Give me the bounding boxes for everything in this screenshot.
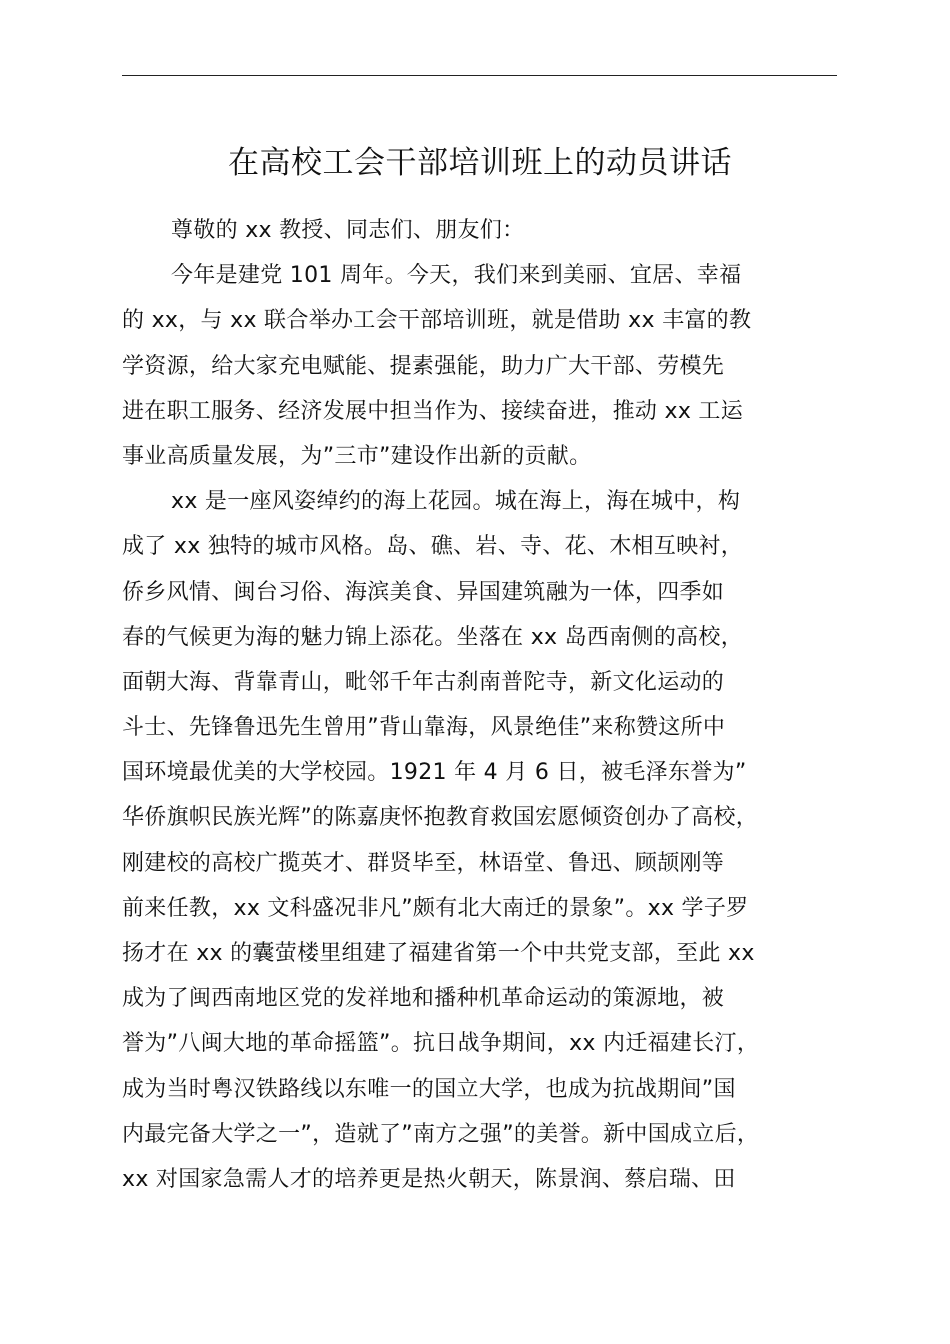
paragraph-line: 侨乡风情、闽台习俗、海滨美食、异国建筑融为一体，四季如 — [122, 579, 725, 605]
paragraph-first-line: 今年是建党 101 周年。今天，我们来到美丽、宜居、幸福 — [171, 263, 742, 289]
paragraph-line: 成为当时粤汉铁路线以东唯一的国立大学，也成为抗战期间”国 — [122, 1076, 736, 1102]
paragraph-line: 事业高质量发展，为”三市”建设作出新的贡献。 — [122, 443, 592, 469]
paragraph-line: 进在职工服务、经济发展中担当作为、接续奋进，推动 xx 工运 — [122, 398, 744, 424]
paragraph-line: 成了 xx 独特的城市风格。岛、礁、岩、寺、花、木相互映衬， — [122, 534, 744, 560]
paragraph-line: 刚建校的高校广揽英才、群贤毕至，林语堂、鲁迅、顾颉刚等 — [122, 850, 725, 876]
paragraph-line: xx 对国家急需人才的培养更是热火朝天，陈景润、蔡启瑞、田 — [122, 1166, 736, 1192]
paragraph-line: 内最完备大学之一”，造就了”南方之强”的美誉。新中国成立后， — [122, 1121, 760, 1147]
paragraph-first-line: xx 是一座风姿绰约的海上花园。城在海上，海在城中，构 — [171, 489, 741, 515]
paragraph-first-line: 尊敬的 xx 教授、同志们、朋友们： — [171, 218, 525, 243]
paragraph-line: 扬才在 xx 的囊萤楼里组建了福建省第一个中共党支部，至此 xx — [122, 941, 755, 966]
paragraph-line: 华侨旗帜民族光辉”的陈嘉庚怀抱教育救国宏愿倾资创办了高校， — [122, 805, 759, 831]
paragraph-line: 斗士、先锋鲁迅先生曾用”背山靠海，风景绝佳”来称赞这所中 — [122, 715, 726, 741]
paragraph-line: 面朝大海、背靠青山，毗邻千年古刹南普陀寺，新文化运动的 — [122, 669, 725, 695]
paragraph-line: 学资源，给大家充电赋能、提素强能，助力广大干部、劳模先 — [122, 353, 725, 379]
document-body — [122, 208, 862, 1202]
paragraph-line: 誉为”八闽大地的革命摇篮”。抗日战争期间，xx 内迁福建长汀， — [122, 1031, 760, 1057]
paragraph-line: 春的气候更为海的魅力锦上添花。坐落在 xx 岛西南侧的高校， — [122, 624, 744, 650]
header-rule — [122, 75, 837, 76]
paragraph-line: 国环境最优美的大学校园。1921 年 4 月 6 日，被毛泽东誉为” — [122, 760, 747, 786]
paragraph-line: 成为了闽西南地区党的发祥地和播种机革命运动的策源地，被 — [122, 986, 725, 1012]
document-title: 在高校工会干部培训班上的动员讲话 — [228, 145, 732, 181]
paragraph-line: 前来任教，xx 文科盛况非凡”颇有北大南迁的景象”。xx 学子罗 — [122, 895, 749, 921]
paragraph-line: 的 xx，与 xx 联合举办工会干部培训班，就是借助 xx 丰富的教 — [122, 308, 752, 334]
